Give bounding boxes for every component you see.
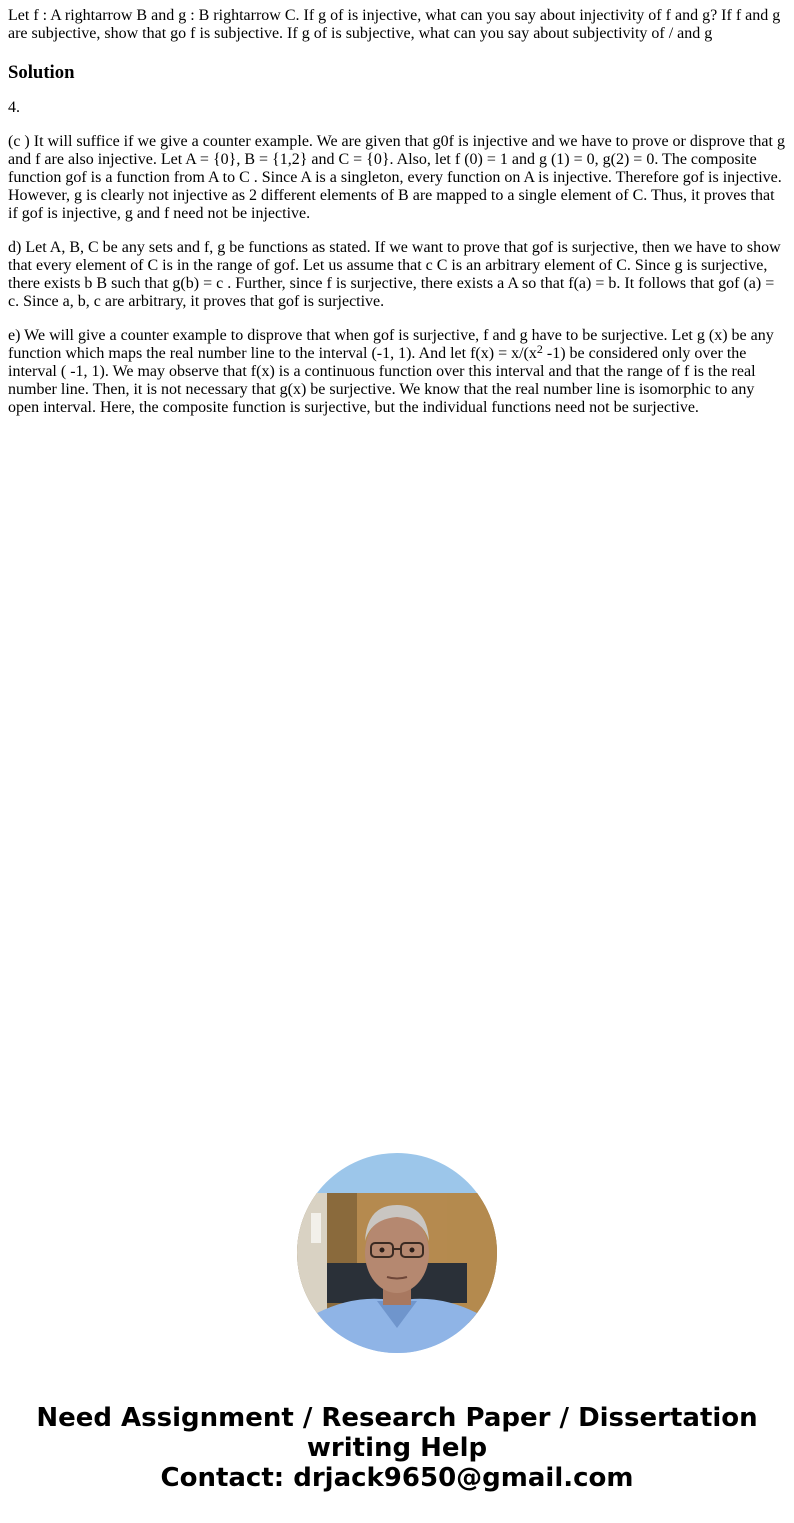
part-d-paragraph: d) Let A, B, C be any sets and f, g be functions as stated. If we want to prove that gof is surjective, then we have to show that every element of C is in the range of gof. Let us assume that c C is an arbitrary element of C. Since g is surjective, there exists b B such that g(b) = c . Further, since f is surjective, there exists a A so that f(a) = b. It follows that gof (a) = c. Since a, b, c are arbitrary, it proves that gof is surjective. <box>8 239 781 310</box>
footer-banner <box>0 1403 794 1493</box>
part-e-paragraph <box>8 327 788 417</box>
footer-contact: Contact: drjack9650@gmail.com <box>160 1463 634 1493</box>
solution-heading: Solution <box>8 62 75 83</box>
footer-line-1: Need Assignment / Research Paper / Dissertation <box>36 1403 758 1433</box>
author-photo <box>297 1153 497 1353</box>
part-e-text-start: e) We will give a counter example to disprove that when gof is surjective, f and g have to be surjective. Let g (x) be any function which maps the real number line to the interval (-1, 1). And let f(x) = x/(x <box>8 327 774 362</box>
footer-line-2: writing Help <box>306 1433 488 1463</box>
item-number: 4. <box>8 99 20 116</box>
part-c-paragraph: (c ) It will suffice if we give a counter example. We are given that g0f is injective and we have to prove or disprove that g and f are also injective. Let A = {0}, B = {1,2} and C = {0}. Also, let f (0) = 1 and g (1) = 0, g(2) = 0. The composite function gof is a function from A to C . Since A is a singleton, every function on A is injective. Therefore gof is injective. However, g is clearly not injective as 2 different elements of B are mapped to a single element of C. Thus, it proves that if gof is injective, g and f need not be injective. <box>8 133 785 222</box>
exponent: 2 <box>536 342 543 356</box>
part-e-text-end: -1) be considered only over the interval ( -1, 1). We may observe that f(x) is a continuous function over this interval and that the range of f is the real number line. Then, it is not necessary that g(x) be surjective. We know that the real number line is isomorphic to any open interval. Here, the composite function is surjective, but the individual functions need not be surjective. <box>8 345 756 416</box>
document-body <box>8 7 788 433</box>
question-text: Let f : A rightarrow B and g : B rightarrow C. If g of is injective, what can you say about injectivity of f and g? If f and g are subjective, show that go f is subjective. If g of is subjective, what can you say about subjectivity of / and g <box>8 7 781 42</box>
